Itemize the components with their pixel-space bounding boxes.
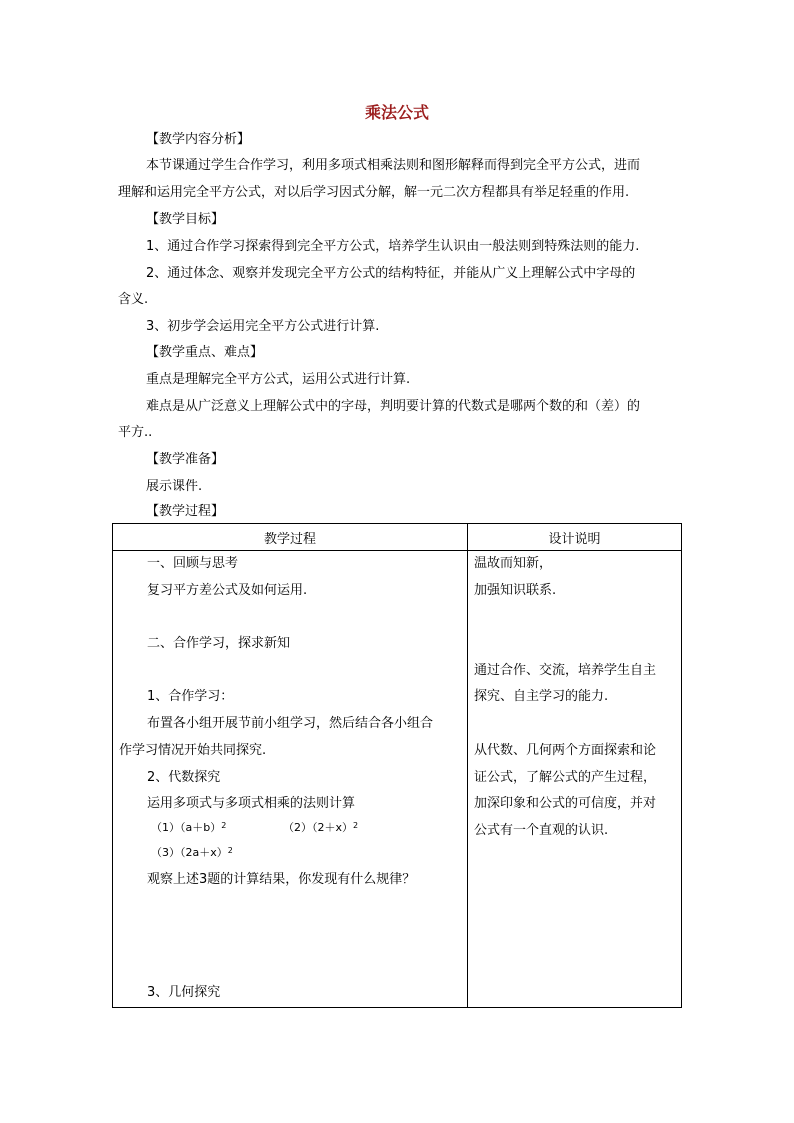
geometry-heading: 3、几何探究: [147, 985, 221, 1000]
goals-heading: 【教学目标】: [146, 212, 225, 227]
content-analysis-heading: 【教学内容分析】: [146, 132, 251, 147]
formula-2: $(2)(2+x)^2$: [283, 821, 359, 834]
note-5: 从代数、几何两个方面探索和论: [474, 743, 657, 758]
algebra-heading: 2、代数探究: [147, 770, 221, 785]
formula-1: $(1)(a+b)^2$: [151, 821, 227, 834]
algebra-text: 运用多项式与多项式相乘的法则计算: [147, 796, 356, 811]
difficulty-line-2: 平方..: [118, 425, 153, 440]
goal-2-line-2: 含义.: [118, 292, 149, 307]
design-notes-cell: [468, 551, 682, 1008]
page-title: 乘法公式: [364, 103, 429, 122]
key-points-heading: 【教学重点、难点】: [146, 345, 264, 360]
header-process: 教学过程: [113, 524, 468, 551]
note-7: 加深印象和公式的可信度，并对: [474, 796, 657, 811]
table-header-row: [113, 524, 682, 551]
note-6: 证公式，了解公式的产生过程，: [474, 770, 657, 785]
note-2: 加强知识联系.: [474, 583, 557, 598]
key-point: 重点是理解完全平方公式，运用公式进行计算.: [146, 372, 411, 387]
content-analysis-text-2: 理解和运用完全平方公式，对以后学习因式分解，解一元二次方程都具有举足轻重的作用.: [118, 185, 630, 200]
goal-2-line-1: 2、通过体念、观察并发现完全平方公式的结构特征，并能从广义上理解公式中字母的: [146, 266, 636, 281]
observe-question: 观察上述3题的计算结果，你发现有什么规律？: [147, 872, 416, 887]
content-analysis-text-1: 本节课通过学生合作学习，利用多项式相乘法则和图形解释而得到完全平方公式，进而: [146, 158, 641, 173]
note-3: 通过合作、交流，培养学生自主: [474, 663, 657, 678]
cooperate-heading: 二、合作学习，探求新知: [147, 636, 291, 651]
cooperate-text-1: 布置各小组开展节前小组学习，然后结合各小组合: [147, 716, 434, 731]
review-text: 复习平方差公式及如何运用.: [147, 583, 308, 598]
note-4: 探究、自主学习的能力.: [474, 689, 609, 704]
preparation-text: 展示课件.: [146, 479, 203, 494]
process-heading: 【教学过程】: [146, 504, 225, 519]
table-row: [113, 551, 682, 1008]
teaching-process-table: [112, 523, 682, 1008]
process-cell: [113, 551, 468, 1008]
preparation-heading: 【教学准备】: [146, 452, 225, 467]
note-8: 公式有一个直观的认识.: [474, 823, 609, 838]
header-design-notes: 设计说明: [468, 524, 682, 551]
cooperate-text-2: 作学习情况开始共同探究.: [119, 743, 267, 758]
goal-3: 3、初步学会运用完全平方公式进行计算.: [146, 319, 380, 334]
note-1: 温故而知新，: [474, 556, 553, 571]
formula-3: $(3)(2a+x)^2$: [151, 846, 233, 859]
goal-1: 1、通过合作学习探索得到完全平方公式，培养学生认识由一般法则到特殊法则的能力.: [146, 239, 640, 254]
review-heading: 一、回顾与思考: [147, 556, 239, 571]
difficulty-line-1: 难点是从广泛意义上理解公式中的字母，判明要计算的代数式是哪两个数的和（差）的: [146, 399, 641, 414]
cooperate-step-1: 1、合作学习：: [147, 689, 234, 704]
